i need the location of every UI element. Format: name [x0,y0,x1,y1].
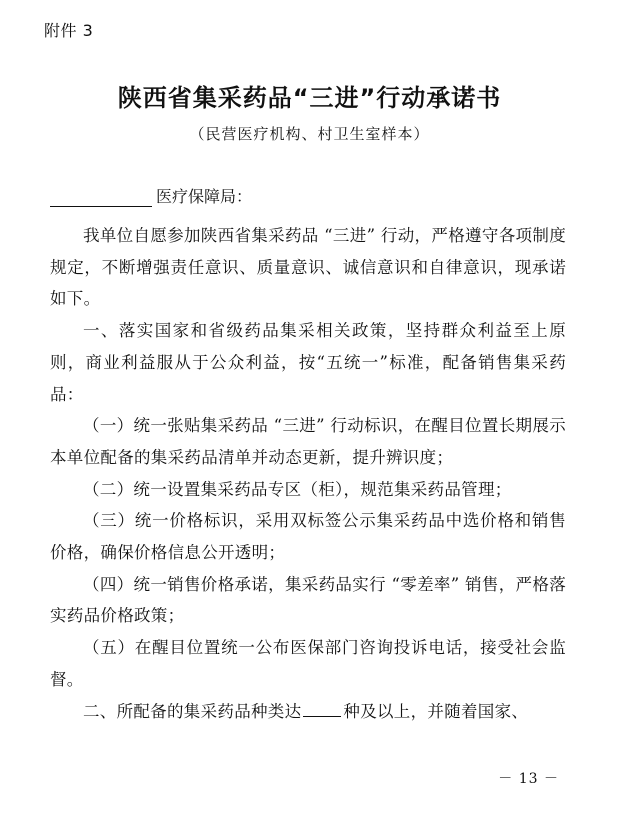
page-number: － 13 － [498,771,559,787]
paragraph-item-three: （三）统一价格标识，采用双标签公示集采药品中选价格和销售价格，确保价格信息公开透明； [50,511,566,563]
section-two-text-before: 二、所配备的集采药品种类达 [83,701,302,721]
paragraph-item-four: （四）统一销售价格承诺，集采药品实行 “零差率” 销售，严格落实药品价格政策； [50,574,566,626]
paragraph-item-two: （二）统一设置集采药品专区（柜），规范集采药品管理； [83,479,512,499]
section-two-text-after: 种及以上，并随着国家、 [343,701,529,721]
document-body [50,220,566,727]
paragraph-section-two [50,696,566,728]
document-subtitle: （民营医疗机构、村卫生室样本） [189,125,430,143]
paragraph-intro: 我单位自愿参加陕西省集采药品 “三进” 行动，严格遵守各项制度规定，不断增强责任意识、质量意识、诚信意识和自律意识，现承诺如下。 [50,226,566,309]
addressee-suffix: 医疗保障局： [156,187,253,206]
paragraph-item-five: （五）在醒目位置统一公布医保部门咨询投诉电话，接受社会监督。 [50,638,566,689]
addressee-line [50,184,252,207]
document-title: 陕西省集采药品“三进”行动承诺书 [117,84,502,112]
variety-count-blank [303,700,341,717]
paragraph-item-one: （一）统一张贴集采药品 “三进” 行动标识，在醒目位置长期展示本单位配备的集采药品清单并动态更新，提升辨识度； [50,416,566,467]
attachment-label: 附件 3 [44,21,94,40]
paragraph-section-one: 一、落实国家和省级药品集采相关政策，坚持群众利益至上原则，商业利益服从于公众利益，按“五统一”标准，配备销售集采药品： [50,321,566,404]
addressee-blank [50,188,152,207]
